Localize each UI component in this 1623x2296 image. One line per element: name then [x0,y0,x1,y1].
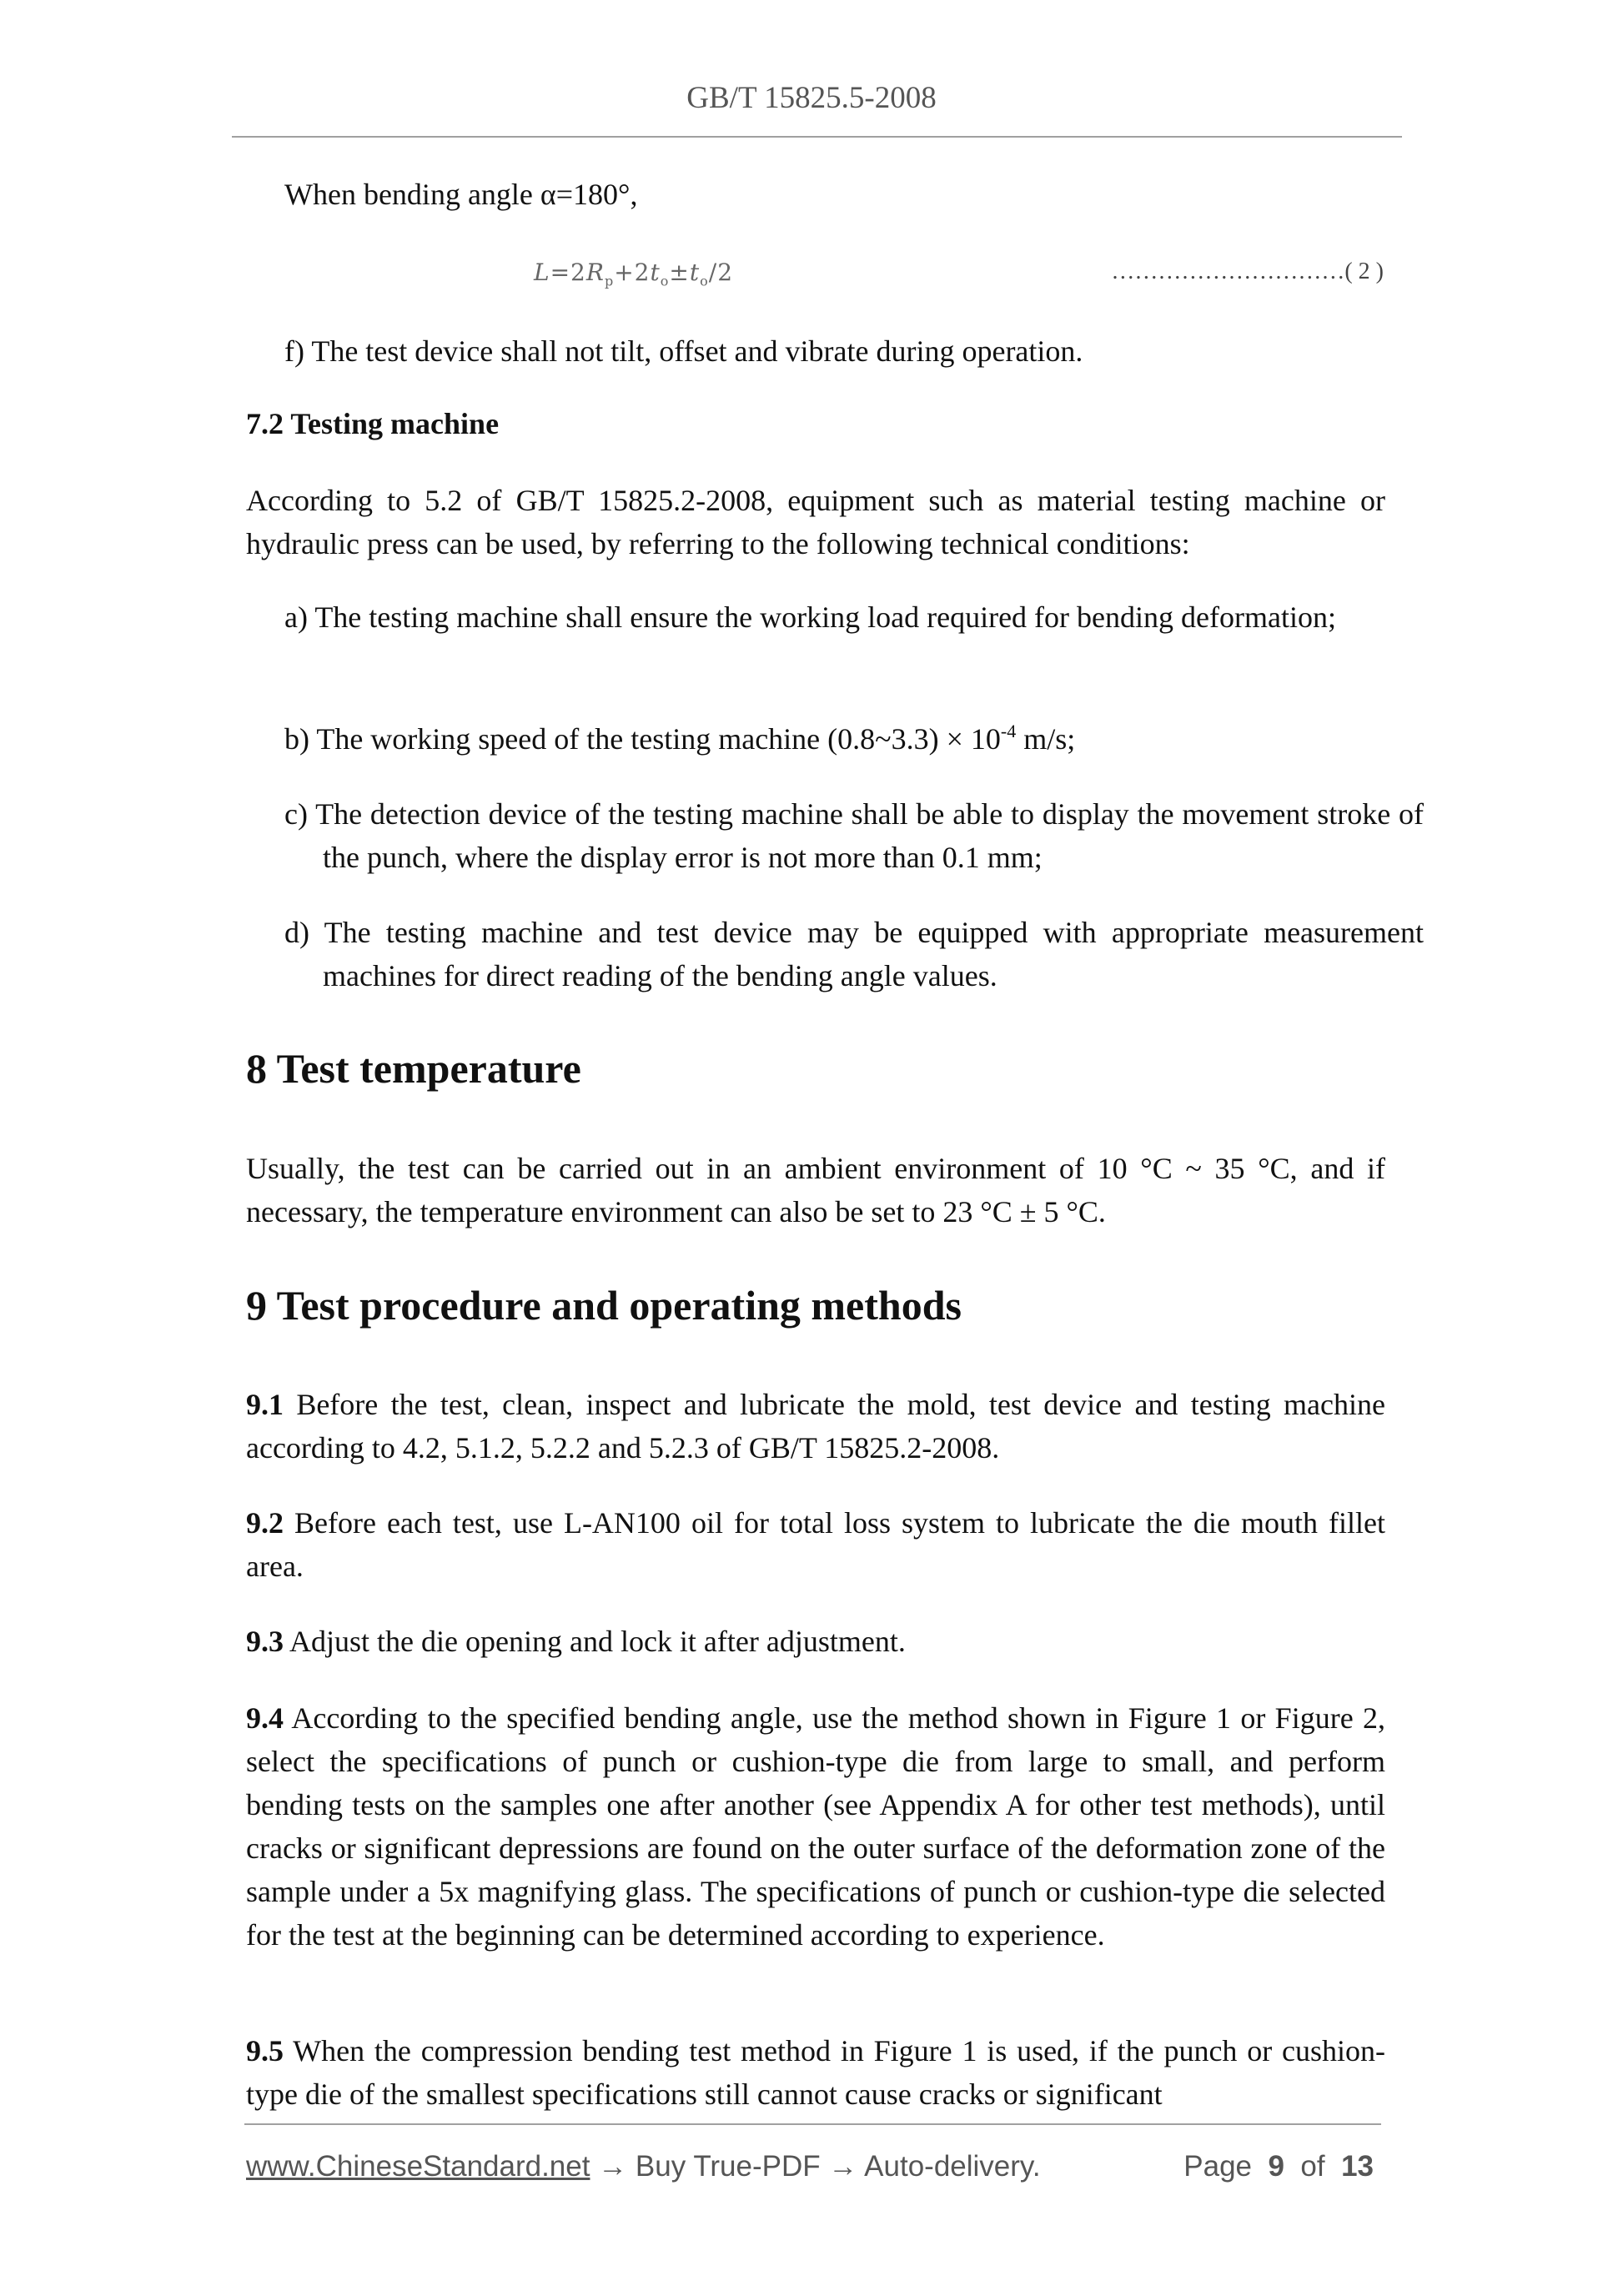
clause-9-5: 9.5 When the compression bending test method in Figure 1 is used, if the punch or cushion-type die of the smallest specifications still cannot cause cracks or significant [246,2034,1385,2111]
clause-9-1: 9.1 Before the test, clean, inspect and lubricate the mold, test device and testing machine according to 4.2, 5.1.2, 5.2.2 and 5.2.3 of GB/T 15825.2-2008. [246,1388,1385,1465]
clause-9-3: 9.3 Adjust the die opening and lock it after adjustment. [246,1625,906,1658]
item-b: b) The working speed of the testing machine (0.8~3.3) × $10^{-4}$ m/s; [284,721,1076,756]
site-link[interactable]: www.ChineseStandard.net [246,2150,590,2183]
heading-section-9: 9 Test procedure and operating methods [246,1282,962,1329]
clause-9-4: 9.4 According to the specified bending angle, use the method shown in Figure 1 or Figure 2, select the specifications of punch or cushion-type die from large to small, and perform bending tests on the samples one after another (see Appendix A for other test methods), until cracks or significant depressions are found on the outer surface of the deformation zone of the sample under a 5x magnifying glass. The specifications of punch or cushion-type die selected for the test at the beginning can be determined according to experience. [246,1701,1385,1952]
current-page: 9 [1268,2150,1284,2183]
heading-7-2: 7.2 Testing machine [246,407,500,440]
heading-section-8: 8 Test temperature [246,1045,581,1092]
footer-tagline: → Buy True-PDF → Auto-delivery. [590,2150,1041,2183]
clause-9-2: 9.2 Before each test, use L-AN100 oil for total loss system to lubricate the die mouth fillet area. [246,1506,1385,1583]
header-divider [232,136,1402,138]
page-indicator: Page 9 of 13 [1183,2150,1374,2183]
item-a: a) The testing machine shall ensure the working load required for bending deformation; [284,600,1336,634]
item-d: d) The testing machine and test device may be equipped with appropriate measurement machines for direct reading of the bending angle values. [284,916,1424,992]
page-footer [246,2150,1380,2183]
footer-divider [244,2123,1381,2125]
section-8-text: Usually, the test can be carried out in an ambient environment of 10 °C ~ 35 °C, and if necessary, the temperature environment can also be set to 23 °C ± 5 °C. [246,1152,1385,1228]
section-7-2-intro: According to 5.2 of GB/T 15825.2-2008, equipment such as material testing machine or hydraulic press can be used, by referring to the following technical conditions: [246,484,1385,560]
item-f: f) The test device shall not tilt, offset and vibrate during operation. [284,334,1083,368]
intro-line: When bending angle α=180°, [284,178,638,211]
running-header: GB/T 15825.5-2008 [686,81,937,115]
formula: $L=2R_p+2t_o\pm t_o/2$ [534,259,734,289]
total-pages: 13 [1341,2150,1374,2183]
equation-2 [246,259,1385,292]
item-c: c) The detection device of the testing machine shall be able to display the movement stroke of the punch, where the display error is not more than 0.1 mm; [284,797,1424,874]
equation-number: …………………………( 2 ) [1111,259,1384,284]
